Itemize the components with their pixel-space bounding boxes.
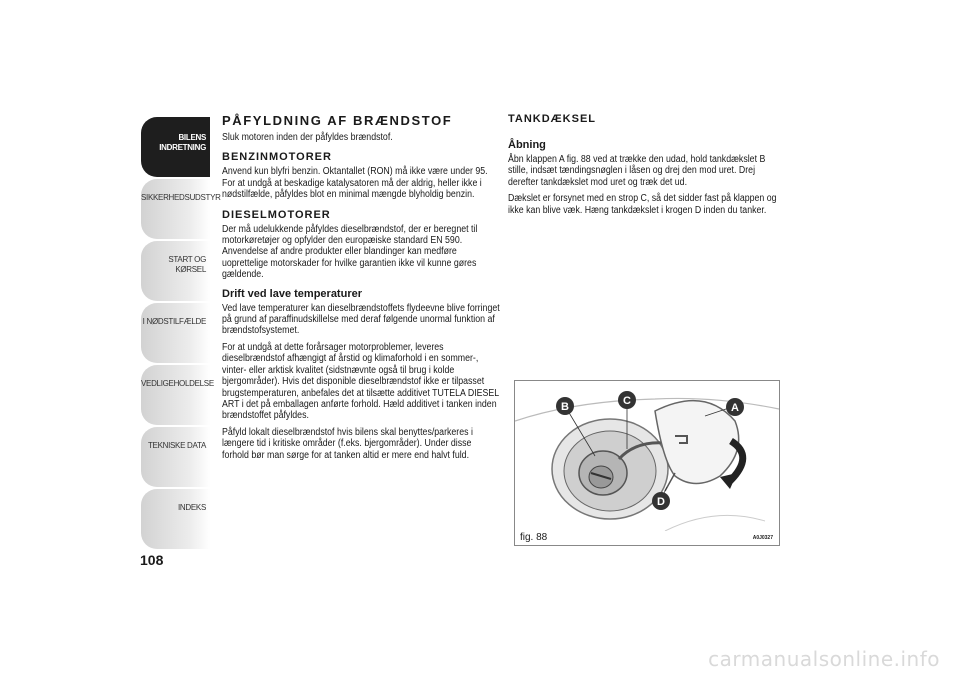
label-c-text: C bbox=[623, 395, 631, 407]
label-d bbox=[652, 492, 670, 510]
watermark: carmanualsonline.info bbox=[708, 647, 940, 671]
tab-vedligeholdelse[interactable] bbox=[141, 365, 214, 425]
label-d-text: D bbox=[657, 496, 665, 508]
low-temp-paragraph: For at undgå at dette forårsager motorproblemer, leveres dieselbrændstof afhængigt af årstid og klimaforhold i en sommer-, vinter- eller arktisk kvalitet (sidstnævnte også til brug i kolde bjergområder). Hvis det disponible dieselbrændstof ikke er tilpasset brugstemperaturen, anbefales det at tilsætte additivet TUTELA DIESEL ART i det på emballagen anførte forhold. Hæld additivet i tanken inden brændstoffet påfyldes. bbox=[222, 341, 499, 422]
diesel-heading: DIESELMOTORER bbox=[222, 208, 331, 221]
left-column bbox=[222, 113, 502, 466]
tab-label: START OG KØRSEL bbox=[168, 255, 206, 274]
petrol-text: Anvend kun blyfri benzin. Oktantallet (RON) må ikke være under 95. For at undgå at beskadige katalysatoren må der aldrig, heller ikke i nødstilfælde, påfyldes blot en minimal mængde blyholdig benzin. bbox=[222, 166, 488, 201]
label-c bbox=[618, 391, 636, 409]
tab-indeks[interactable] bbox=[141, 489, 210, 549]
opening-paragraph: Dækslet er forsynet med en strop C, så det sidder fast på klappen og ikke kan blive væk. Hæng tankdækslet i krogen D inden du tanker. bbox=[508, 193, 777, 216]
opening-heading: Åbning bbox=[508, 139, 546, 151]
figure-88 bbox=[514, 380, 780, 546]
diesel-text: Der må udelukkende påfyldes dieselbrændstof, der er beregnet til motorkøretøjer og opfylder den europæiske standard EN 590. Anvendelse af andre produkter eller blandinger kan medføre uoprettelige motorskader for hvilke garantien ikke vil kunne gøres gældende. bbox=[222, 223, 478, 281]
intro-text: Sluk motoren inden der påfyldes brændstof. bbox=[222, 132, 393, 143]
chapter-sidebar bbox=[141, 117, 221, 551]
label-b-text: B bbox=[561, 401, 569, 413]
low-temp-heading: Drift ved lave temperaturer bbox=[222, 287, 362, 300]
fuel-cap-title: TANKDÆKSEL bbox=[508, 113, 597, 125]
figure-code: A0J0327 bbox=[752, 535, 773, 541]
tab-bilens-indretning[interactable] bbox=[141, 117, 210, 177]
opening-paragraph: Åbn klappen A fig. 88 ved at trække den udad, hold tankdækslet B stille, indsæt tændingsnøglen i låsen og drej den mod uret. Drej derefter tankdækslet mod uret og træk det ud. bbox=[508, 154, 766, 188]
petrol-heading: BENZINMOTORER bbox=[222, 151, 332, 164]
tab-label: VEDLIGEHOLDELSE bbox=[141, 379, 214, 388]
tab-label: SIKKERHEDSUDSTYR bbox=[141, 193, 221, 202]
low-temp-paragraph: Ved lave temperaturer kan dieselbrændstoffets flydeevne blive forringet på grund af paraffinudskillelse med deraf følgende unormal funktion af brændstofsystemet. bbox=[222, 302, 500, 337]
tab-label: INDRETNING bbox=[159, 143, 206, 152]
label-b bbox=[556, 397, 574, 415]
tab-i-nodstilfaelde[interactable] bbox=[141, 303, 210, 363]
tab-tekniske-data[interactable] bbox=[141, 427, 210, 487]
label-a-text: A bbox=[731, 402, 739, 414]
label-a bbox=[726, 398, 744, 416]
section-title: PÅFYLDNING AF BRÆNDSTOF bbox=[222, 113, 453, 128]
right-column bbox=[508, 113, 780, 221]
tab-label: INDEKS bbox=[178, 503, 206, 512]
low-temp-paragraph: Påfyld lokalt dieselbrændstof hvis bilens skal benyttes/parkeres i længere tid i kritiske områder (f.eks. bjergområder). Under disse forhold bør man sørge for at tanken altid er mere end halvt fuld. bbox=[222, 426, 473, 461]
tab-label: TEKNISKE DATA bbox=[147, 441, 206, 450]
tab-sikkerhedsudstyr[interactable] bbox=[141, 179, 221, 239]
figure-caption: fig. 88 bbox=[520, 532, 548, 543]
fuel-cap-illustration bbox=[515, 381, 779, 531]
tab-label: BILENS bbox=[178, 133, 206, 142]
tab-label: I NØDSTILFÆLDE bbox=[142, 317, 206, 326]
tab-start-og-korsel[interactable] bbox=[141, 241, 210, 301]
page-number: 108 bbox=[140, 552, 164, 568]
